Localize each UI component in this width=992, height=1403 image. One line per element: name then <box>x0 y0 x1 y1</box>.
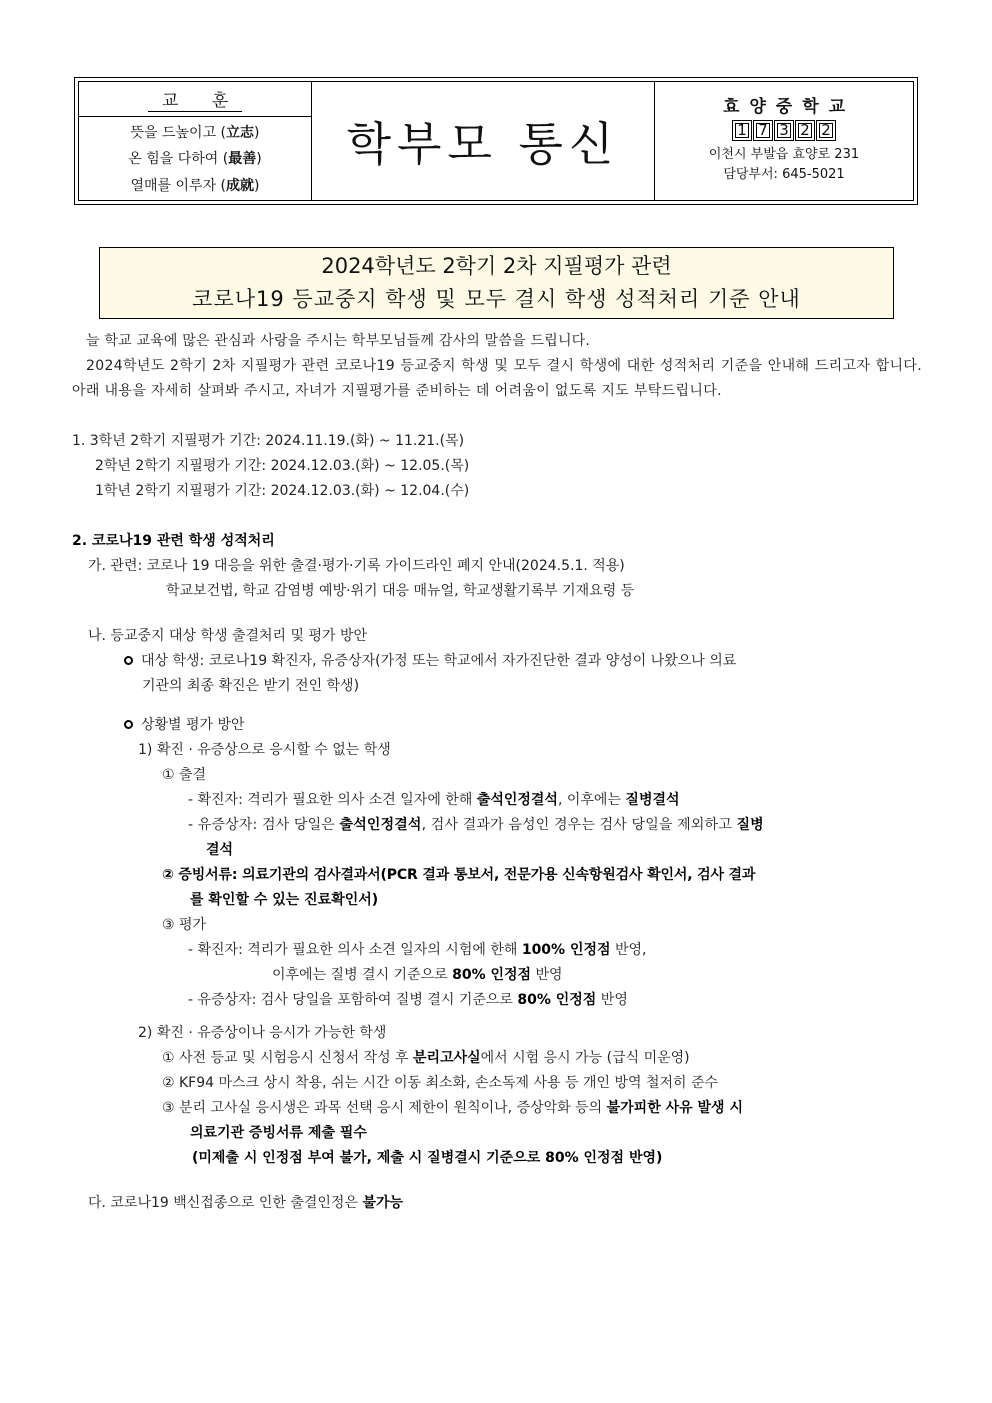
case-2: 2) 확진 · 유증상이나 응시가 가능한 학생 <box>138 1025 387 1041</box>
motto-column <box>79 82 312 200</box>
exam-period-grade3: 1. 3학년 2학기 지필평가 기간: 2024.11.19.(화) ~ 11.21.(목) <box>72 433 465 449</box>
case-2-item-1: ① 사전 등교 및 시험응시 신청서 작성 후 분리고사실에서 시험 응시 가능 (급식 미운영) <box>162 1050 690 1066</box>
notice-title-line2: 코로나19 등교중지 학생 및 모두 결시 학생 성적처리 기준 안내 <box>192 287 801 311</box>
motto-line: 열매를 이루자 (成就) <box>130 177 260 194</box>
exam-period-grade1: 1학년 2학기 지필평가 기간: 2024.12.03.(화) ~ 12.04.(수) <box>95 483 470 499</box>
zip-digit: 7 <box>753 120 773 141</box>
case-2-item-3: ③ 분리 고사실 응시생은 과목 선택 응시 제한이 원칙이나, 증상악화 등의 불가피한 사유 발생 시 <box>162 1100 743 1116</box>
evaluation-confirmed-cont: 이후에는 질병 결시 기준으로 80% 인정점 반영 <box>272 967 563 983</box>
circle-bullet-icon <box>124 656 133 665</box>
notice-title-box <box>99 247 894 319</box>
motto-title: 교 훈 <box>79 82 311 117</box>
evidence-docs: ② 증빙서류: 의료기관의 검사결과서(PCR 결과 통보서, 전문가용 신속항원검사 확인서, 검사 결과 <box>162 867 756 883</box>
newsletter-title: 학부모 통신 <box>346 117 620 171</box>
attendance-confirmed: - 확진자: 격리가 필요한 의사 소견 일자에 한해 출석인정결석, 이후에는 질병결석 <box>188 792 680 808</box>
zip-digit: 3 <box>774 120 794 141</box>
notice-title-line1: 2024학년도 2학기 2차 지필평가 관련 <box>321 254 672 278</box>
target-students: 대상 학생: 코로나19 확진자, 유증상자(가정 또는 학교에서 자가진단한 결과 양성이 나왔으나 의료 <box>72 649 922 674</box>
zip-code <box>732 120 836 141</box>
case-1: 1) 확진 · 유증상으로 응시할 수 없는 학생 <box>138 742 391 758</box>
newsletter-title-cell <box>312 82 655 200</box>
section2-title: 2. 코로나19 관련 학생 성적처리 <box>72 533 275 549</box>
case-2-item-2: ② KF94 마스크 상시 착용, 쉬는 시간 이동 최소화, 손소독제 사용 등 개인 방역 철저히 준수 <box>162 1075 719 1091</box>
case-2-item-3-note: (미제출 시 인정점 부여 불가, 제출 시 질병결시 기준으로 80% 인정점 반영) <box>192 1150 663 1166</box>
motto-line: 뜻을 드높이고 (立志) <box>130 125 260 142</box>
school-dept: 담당부서: 645-5021 <box>723 167 845 182</box>
related-regulation-cont: 학교보건법, 학교 감염병 예방·위기 대응 매뉴얼, 학교생활기록부 기재요령 등 <box>166 583 635 599</box>
motto-lines <box>79 117 311 200</box>
evaluation-heading: ③ 평가 <box>162 917 207 933</box>
zip-digit: 1 <box>732 120 752 141</box>
situation-plan: 상황별 평가 방안 <box>72 713 922 738</box>
evaluation-symptomatic: - 유증상자: 검사 당일을 포함하여 질병 결시 기준으로 80% 인정점 반영 <box>188 992 628 1008</box>
attendance-symptomatic-cont: 결석 <box>206 842 234 858</box>
zip-digit: 2 <box>795 120 815 141</box>
subsection-na: 나. 등교중지 대상 학생 출결처리 및 평가 방안 <box>88 628 368 644</box>
school-address: 이천시 부발읍 효양로 231 <box>708 147 860 162</box>
target-students-cont: 기관의 최종 확진은 받기 전인 학생) <box>142 678 360 694</box>
related-regulation: 가. 관련: 코로나 19 대응을 위한 출결·평가·기록 가이드라인 폐지 안내(2024.5.1. 적용) <box>88 558 625 574</box>
evaluation-confirmed: - 확진자: 격리가 필요한 의사 소견 일자의 시험에 한해 100% 인정점 반영, <box>188 942 647 958</box>
attendance-heading: ① 출결 <box>162 767 207 783</box>
intro-paragraph-2: 2024학년도 2학기 2차 지필평가 관련 코로나19 등교중지 학생 및 모두 결시 학생에 대한 성적처리 기준을 안내해 드리고자 합니다. 아래 내용을 자세히 살펴봐 주시고, 자녀가 지필평가를 준비하는 데 어려움이 없도록 지도 부탁드립니다. <box>72 358 922 399</box>
school-name: 효양중학교 <box>722 97 856 117</box>
header-box <box>74 77 918 205</box>
intro-paragraph-1: 늘 학교 교육에 많은 관심과 사랑을 주시는 학부모님들께 감사의 말씀을 드립니다. <box>86 333 591 349</box>
exam-period-grade2: 2학년 2학기 지필평가 기간: 2024.12.03.(화) ~ 12.05.(목) <box>95 458 470 474</box>
document-body <box>72 329 922 1216</box>
circle-bullet-icon <box>124 720 133 729</box>
evidence-docs-cont: 를 확인할 수 있는 진료확인서) <box>190 892 379 908</box>
header-inner <box>78 81 914 201</box>
school-info <box>655 82 913 200</box>
subsection-da: 다. 코로나19 백신접종으로 인한 출결인정은 불가능 <box>88 1195 404 1211</box>
motto-line: 온 힘을 다하여 (最善) <box>128 151 262 168</box>
zip-digit: 2 <box>816 120 836 141</box>
case-2-item-3-cont: 의료기관 증빙서류 제출 필수 <box>190 1125 367 1141</box>
attendance-symptomatic: - 유증상자: 검사 당일은 출석인정결석, 검사 결과가 음성인 경우는 검사 당일을 제외하고 질병 <box>188 817 764 833</box>
